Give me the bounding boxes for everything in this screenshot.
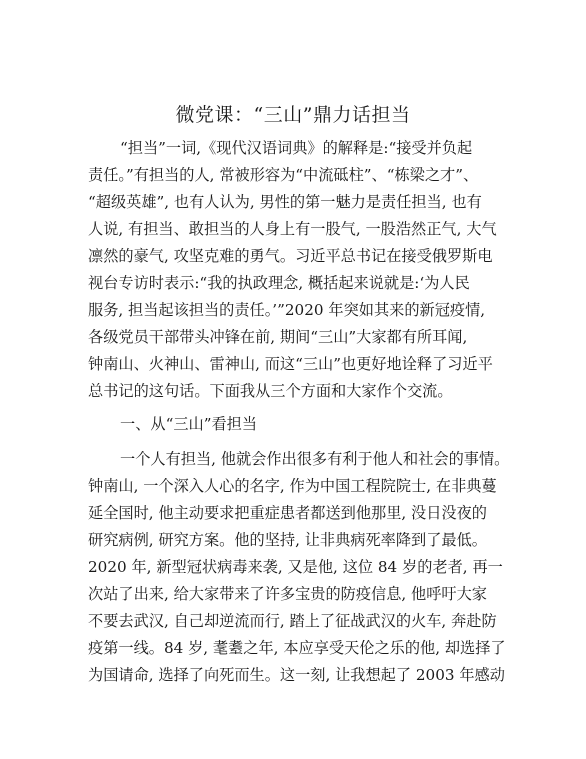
document-title: 微党课：“三山”鼎力话担当 xyxy=(175,104,411,126)
paragraph-line: 疫第一线。84 岁, 耄耋之年, 本应享受天伦之乐的他, 却选择了 xyxy=(88,639,506,657)
paragraph-line: 钟南山、火神山、雷神山, 而这“三山”也更好地诠释了习近平 xyxy=(88,355,493,373)
paragraph-line: 总书记的这句话。下面我从三个方面和大家作个交流。 xyxy=(88,382,453,400)
paragraph-line: “担当”一词,《现代汉语词典》的解释是:“接受并负起 xyxy=(120,139,473,157)
paragraph-line: 钟南山, 一个深入人心的名字, 作为中国工程院院士, 在非典蔓 xyxy=(88,477,497,495)
paragraph-line: 为国请命, 选择了向死而生。这一刻, 让我想起了 2003 年感动 xyxy=(88,666,505,684)
paragraph-line: “超级英雄”, 也有人认为, 男性的第一魅力是责任担当, 也有 xyxy=(88,193,482,211)
paragraph-line: 各级党员干部带头冲锋在前, 期间“三山”大家都有所耳闻, xyxy=(88,328,468,346)
section-heading: 一、从“三山”看担当 xyxy=(120,415,258,433)
paragraph-line: 延全国时, 他主动要求把重症患者都送到他那里, 没日没夜的 xyxy=(88,504,487,522)
paragraph-line: 凛然的豪气, 攻坚克难的勇气。习近平总书记在接受俄罗斯电 xyxy=(88,247,493,265)
paragraph-line: 责任。”有担当的人, 常被形容为“中流砥柱”、“栋梁之才”、 xyxy=(88,166,479,184)
paragraph-line: 人说, 有担当、敢担当的人身上有一股气, 一股浩然正气, 大气 xyxy=(88,220,497,238)
paragraph-line: 2020 年, 新型冠状病毒来袭, 又是他, 这位 84 岁的老者, 再一 xyxy=(88,558,503,576)
paragraph-line: 视台专访时表示:“我的执政理念, 概括起来说就是:‘为人民 xyxy=(88,274,470,292)
paragraph-line: 一个人有担当, 他就会作出很多有利于他人和社会的事情。 xyxy=(120,450,510,468)
paragraph-line: 次站了出来, 给大家带来了许多宝贵的防疫信息, 他呼吁大家 xyxy=(88,585,487,603)
paragraph-line: 不要去武汉, 自己却逆流而行, 踏上了征战武汉的火车, 奔赴防 xyxy=(88,612,497,630)
paragraph-line: 服务, 担当起该担当的责任。’”2020 年突如其来的新冠疫情, xyxy=(88,301,486,319)
paragraph-line: 研究病例, 研究方案。他的坚持, 让非典病死率降到了最低。 xyxy=(88,531,487,549)
